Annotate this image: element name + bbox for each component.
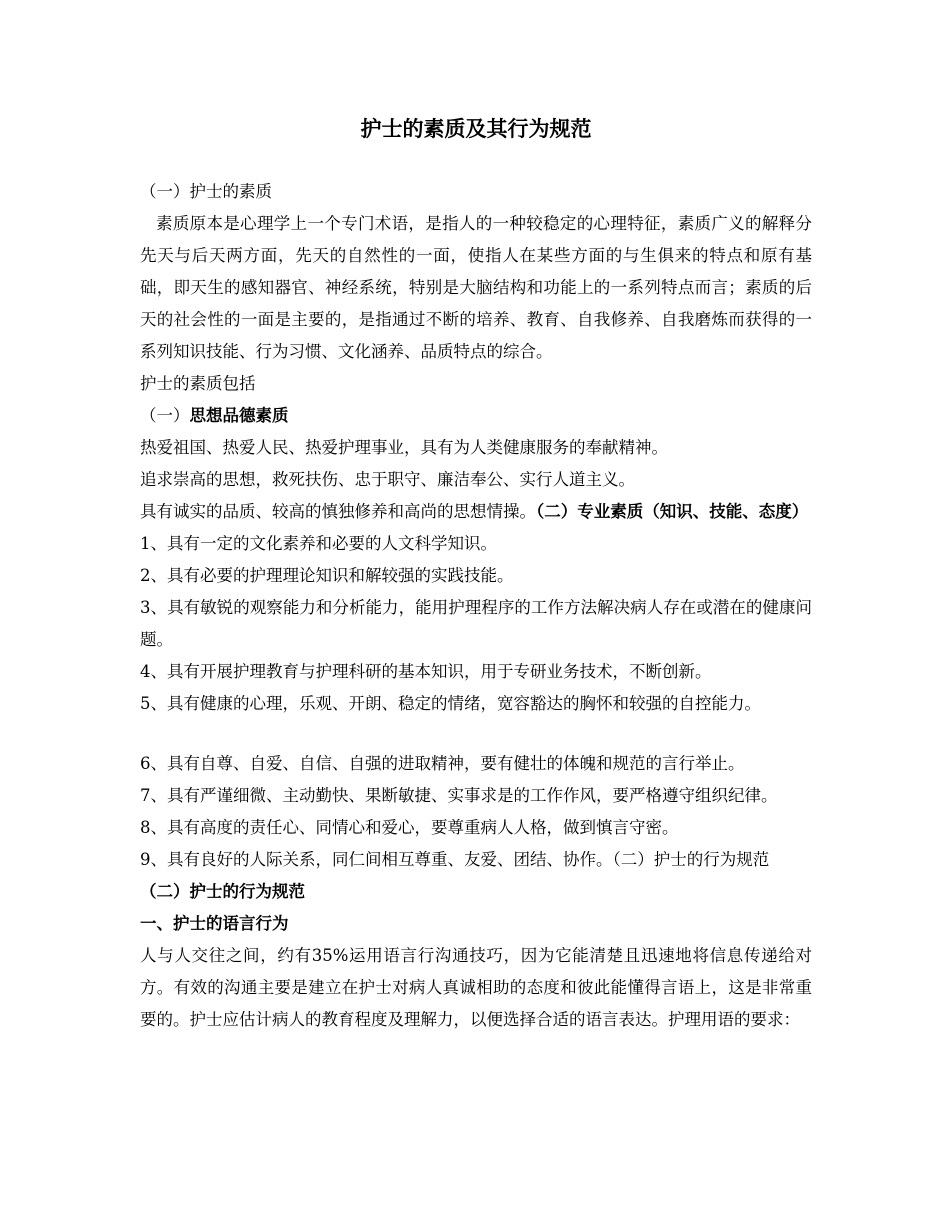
moral-item-3-text: 具有诚实的品质、较高的慎独修养和高尚的思想情操。 xyxy=(140,502,536,521)
professional-item-1: 1、具有一定的文化素养和必要的人文科学知识。 xyxy=(140,534,497,553)
paragraph-gap xyxy=(140,720,812,748)
intro-paragraph: 素质原本是心理学上一个专门术语，是指人的一种较稳定的心理特征，素质广义的解释分先天与后天两方面，先天的自然性的一面，使指人在某些方面的与生俱来的特点和原有基础，即天生的感知器官、神经系统，特别是大脑结构和功能上的一系列特点而言；素质的后天的社会性的一面是主要的，是指通过不断的培养、教育、自我修养、自我磨炼而获得的一系列知识技能、行为习惯、文化涵养、品质特点的综合。 xyxy=(140,214,812,361)
professional-item-4: 4、具有开展护理教育与护理科研的基本知识，用于专研业务技术，不断创新。 xyxy=(140,662,712,681)
section-heading-conduct: （二）护士的行为规范 xyxy=(140,882,305,901)
subheading-moral-prefix: （一） xyxy=(140,406,190,425)
moral-item-2: 追求崇高的思想，救死扶伤、忠于职守、廉洁奉公、实行人道主义。 xyxy=(140,470,635,489)
subheading-professional: （二）专业素质（知识、技能、态度） xyxy=(536,502,809,521)
document-page xyxy=(140,112,812,1036)
moral-item-1: 热爱祖国、热爱人民、热爱护理事业，具有为人类健康服务的奉献精神。 xyxy=(140,438,668,457)
professional-item-6: 6、具有自尊、自爱、自信、自强的进取精神，要有健壮的体魄和规范的言行举止。 xyxy=(140,754,745,773)
subheading-moral xyxy=(140,400,812,432)
moral-item-3 xyxy=(140,496,812,528)
language-paragraph: 人与人交往之间，约有35%运用语言行沟通技巧，因为它能清楚且迅速地将信息传递给对方。有效的沟通主要是建立在护士对病人真诚相助的态度和彼此能懂得言语上，这是非常重要的。护士应估计病人的教育程度及理解力，以便选择合适的语言表达。护理用语的要求： xyxy=(140,946,812,1029)
section-heading-qualities: （一）护士的素质 xyxy=(140,182,272,201)
professional-item-9: 9、具有良好的人际关系，同仁间相互尊重、友爱、团结、协作。（二）护士的行为规范 xyxy=(140,850,770,869)
professional-item-3: 3、具有敏锐的观察能力和分析能力，能用护理程序的工作方法解决病人存在或潜在的健康问题。 xyxy=(140,598,812,649)
professional-item-2: 2、具有必要的护理理论知识和解较强的实践技能。 xyxy=(140,566,514,585)
subheading-language-behavior: 一、护士的语言行为 xyxy=(140,914,289,933)
professional-item-8: 8、具有高度的责任心、同情心和爱心，要尊重病人人格，做到慎言守密。 xyxy=(140,818,679,837)
professional-item-5: 5、具有健康的心理，乐观、开朗、稳定的情绪，宽容豁达的胸怀和较强的自控能力。 xyxy=(140,694,761,713)
subheading-moral-label: 思想品德素质 xyxy=(189,406,289,425)
professional-item-7: 7、具有严谨细微、主动勤快、果断敏捷、实事求是的工作作风，要严格遵守组织纪律。 xyxy=(140,786,778,805)
includes-line: 护士的素质包括 xyxy=(140,374,256,393)
document-title: 护士的素质及其行为规范 xyxy=(360,117,592,141)
